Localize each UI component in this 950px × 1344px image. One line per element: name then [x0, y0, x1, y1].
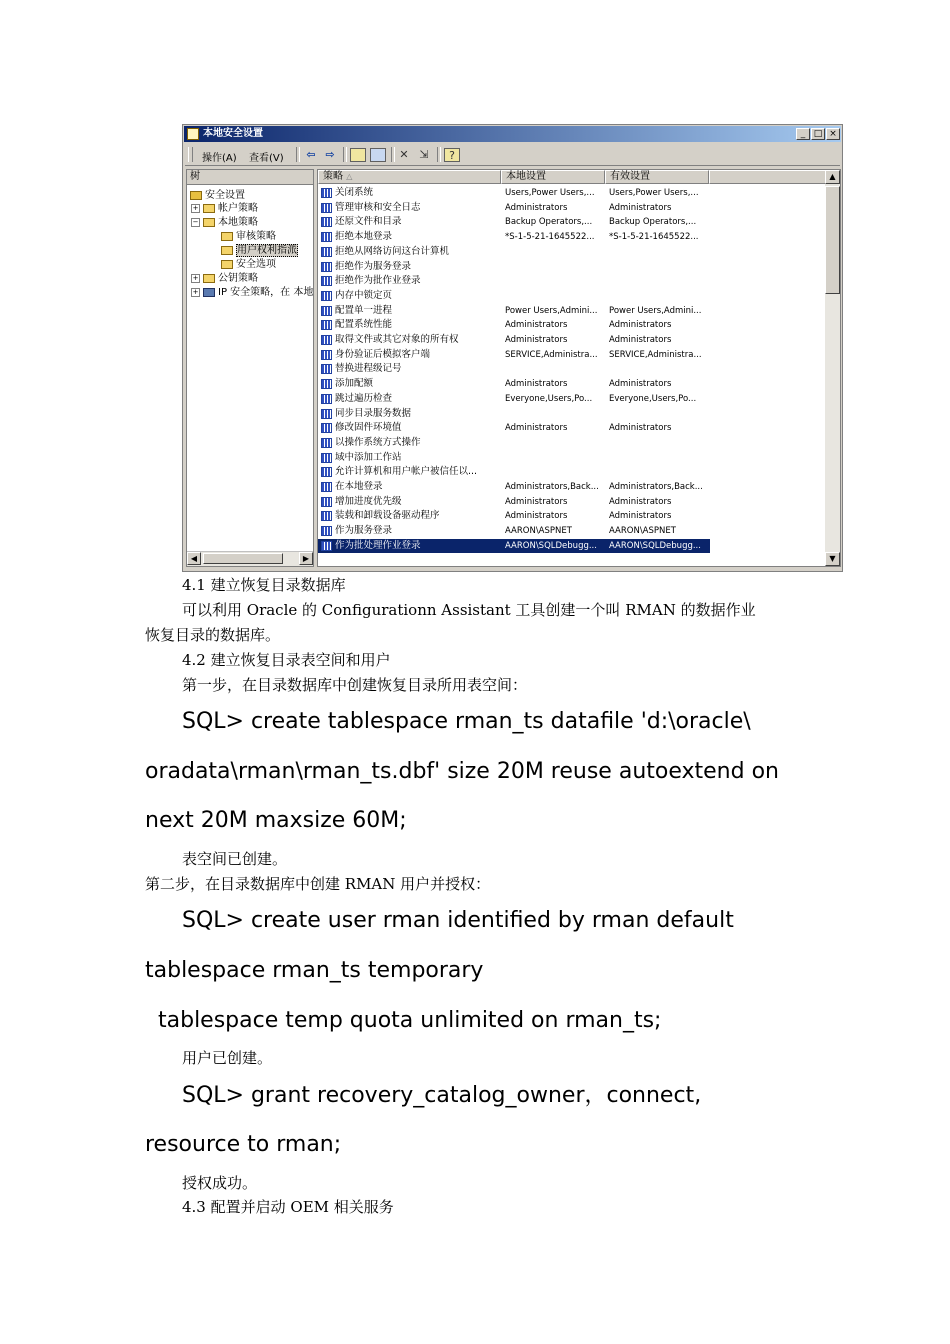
- local-setting: Power Users,Admini...: [505, 305, 598, 316]
- local-security-settings-window: [182, 124, 843, 572]
- tree-node-public-key-policies[interactable]: + 公钥策略: [192, 273, 258, 284]
- policy-icon: [321, 409, 332, 419]
- policy-name: 身份验证后模拟客户端: [335, 348, 431, 360]
- policy-name: 域中添加工作站: [335, 451, 402, 463]
- policy-name: 管理审核和安全日志: [335, 201, 421, 213]
- effective-setting: Administrators: [609, 202, 672, 213]
- policy-icon: [321, 188, 332, 198]
- sql-create-tablespace-line1: SQL> create tablespace rman_ts datafile 'd:\oracle\: [182, 709, 751, 734]
- effective-setting: Administrators: [609, 423, 672, 434]
- effective-setting: *S-1-5-21-1645522...: [609, 232, 699, 243]
- heading-4-2: 4.2 建立恢复目录表空间和用户: [182, 651, 391, 669]
- policy-icon: [321, 453, 332, 463]
- show-tree-icon[interactable]: [370, 148, 386, 162]
- effective-setting: Administrators: [609, 320, 672, 331]
- policy-icon: [321, 232, 332, 242]
- effective-setting: Power Users,Admini...: [609, 305, 702, 316]
- table-row[interactable]: [318, 230, 710, 245]
- table-row[interactable]: [318, 392, 710, 407]
- policy-icon: [321, 541, 332, 551]
- scroll-thumb[interactable]: [203, 553, 283, 564]
- tree-horizontal-scrollbar[interactable]: [187, 551, 313, 566]
- local-setting: AARON\SQLDebugg...: [505, 540, 597, 551]
- table-row[interactable]: [318, 186, 710, 201]
- export-list-icon[interactable]: ⇲: [419, 148, 429, 161]
- effective-setting: Everyone,Users,Po...: [609, 393, 697, 404]
- up-folder-icon[interactable]: [350, 148, 366, 162]
- policy-icon: [321, 306, 332, 316]
- sql-create-tablespace-line3: next 20M maxsize 60M;: [145, 808, 407, 833]
- close-button[interactable]: ×: [826, 128, 840, 140]
- delete-icon[interactable]: ✕: [399, 148, 409, 161]
- policy-name: 拒绝从网络访问这台计算机: [335, 245, 450, 257]
- tree-pane-header: 树: [187, 170, 313, 185]
- tree-node-security-settings[interactable]: 安全设置: [190, 190, 245, 203]
- policy-icon: [321, 291, 332, 301]
- result-user-created: 用户已创建。: [182, 1049, 273, 1067]
- policy-icon: [321, 467, 332, 477]
- sql-create-user-line1: SQL> create user rman identified by rman default: [182, 908, 734, 933]
- policy-icon: [321, 350, 332, 360]
- policy-name: 配置单一进程: [335, 304, 393, 316]
- table-row[interactable]: [318, 304, 710, 319]
- policy-icon: [321, 203, 332, 213]
- table-row[interactable]: [318, 480, 710, 495]
- local-setting: SERVICE,Administra...: [505, 349, 598, 360]
- scroll-right-icon[interactable]: ▶: [299, 552, 313, 565]
- heading-4-3: 4.3 配置并启动 OEM 相关服务: [182, 1198, 394, 1216]
- table-row[interactable]: [318, 421, 710, 436]
- policy-name: 装载和卸载设备驱动程序: [335, 510, 440, 522]
- policy-name: 拒绝本地登录: [335, 231, 393, 243]
- local-setting: AARON\ASPNET: [505, 526, 572, 537]
- table-row[interactable]: [318, 451, 710, 466]
- tree-node-account-policies[interactable]: + 帐户策略: [192, 203, 258, 214]
- help-icon[interactable]: ?: [444, 148, 460, 162]
- policy-icon: [321, 394, 332, 404]
- table-row[interactable]: [318, 289, 710, 304]
- sql-create-tablespace-line2: oradata\rman\rman_ts.dbf' size 20M reuse autoextend on: [145, 759, 779, 784]
- result-tablespace-created: 表空间已创建。: [182, 850, 288, 868]
- folder-icon: [221, 246, 233, 255]
- table-row[interactable]: [318, 348, 710, 363]
- policy-icon: [321, 247, 332, 257]
- expand-icon[interactable]: +: [192, 273, 199, 282]
- toolbar-separator: [437, 147, 441, 162]
- heading-4-1: 4.1 建立恢复目录数据库: [182, 576, 346, 594]
- policy-name: 拒绝作为批作业登录: [335, 275, 421, 287]
- policy-icon: [321, 511, 332, 521]
- local-setting: Administrators: [505, 202, 568, 213]
- expand-icon[interactable]: +: [192, 287, 199, 296]
- toolbar-separator: [296, 147, 300, 162]
- sort-ascending-icon: △: [346, 172, 353, 181]
- local-setting: Administrators: [505, 511, 568, 522]
- effective-setting: AARON\SQLDebugg...: [609, 540, 701, 551]
- tree-node-audit-policy[interactable]: 审核策略: [221, 231, 276, 244]
- effective-setting: Administrators: [609, 511, 672, 522]
- policy-icon: [321, 438, 332, 448]
- policy-icon: [321, 276, 332, 286]
- security-settings-icon: [190, 191, 202, 200]
- policy-name: 关闭系统: [335, 187, 374, 198]
- policy-name: 配置系统性能: [335, 319, 393, 331]
- policy-list-pane: [317, 169, 841, 567]
- policy-name: 取得文件或其它对象的所有权: [335, 334, 459, 345]
- policy-name: 还原文件和目录: [335, 216, 402, 228]
- effective-setting: Backup Operators,...: [609, 217, 697, 228]
- window-title: 本地安全设置: [203, 128, 263, 139]
- sql-grant-line2: resource to rman;: [145, 1132, 342, 1157]
- back-arrow-icon[interactable]: ⇦: [306, 148, 316, 161]
- maximize-button[interactable]: □: [811, 128, 825, 140]
- table-row[interactable]: [318, 333, 710, 348]
- toolbar-separator: [343, 147, 347, 162]
- policy-name: 作为服务登录: [335, 525, 393, 537]
- column-header-policy[interactable]: 策略 △: [318, 170, 501, 184]
- local-setting: Administrators: [505, 320, 568, 331]
- table-row[interactable]: [318, 318, 710, 333]
- scroll-up-icon[interactable]: ▲: [825, 170, 840, 184]
- policy-name: 跳过遍历检查: [335, 392, 393, 404]
- tree-pane: [186, 169, 314, 567]
- table-row[interactable]: [318, 524, 710, 539]
- menu-action[interactable]: 操作(A): [202, 153, 237, 164]
- table-row[interactable]: [318, 377, 710, 392]
- scroll-down-icon[interactable]: ▼: [825, 552, 840, 566]
- local-setting: Backup Operators,...: [505, 217, 593, 228]
- folder-icon: [203, 204, 215, 213]
- policy-icon: [321, 423, 332, 433]
- table-row[interactable]: [318, 245, 710, 260]
- window-title-bar: [184, 126, 841, 142]
- policy-name: 修改固件环境值: [335, 422, 402, 434]
- local-setting: *S-1-5-21-1645522...: [505, 232, 595, 243]
- local-setting: Administrators: [505, 335, 568, 345]
- policy-name: 拒绝作为服务登录: [335, 260, 412, 272]
- effective-setting: Administrators,Back...: [609, 482, 703, 492]
- policy-name: 同步目录服务数据: [335, 407, 412, 419]
- folder-icon: [203, 218, 215, 227]
- column-header-blank: [709, 170, 827, 184]
- table-row[interactable]: [318, 539, 710, 554]
- ip-security-icon: [203, 288, 215, 297]
- table-row[interactable]: [318, 465, 710, 480]
- sql-create-user-line2: tablespace rman_ts temporary: [145, 958, 484, 983]
- local-setting: Administrators: [505, 496, 568, 507]
- tree-node-user-rights-assignment[interactable]: 用户权利指派: [221, 245, 298, 258]
- policy-icon: [321, 379, 332, 389]
- menu-toolbar: [185, 145, 840, 166]
- list-vertical-scrollbar[interactable]: [825, 170, 840, 566]
- policy-icon: [321, 320, 332, 330]
- table-row[interactable]: [318, 274, 710, 289]
- toolbar-separator: [391, 147, 395, 162]
- local-setting: Administrators: [505, 379, 568, 390]
- policy-name: 添加配额: [335, 378, 374, 390]
- tree-node-ip-security-policies[interactable]: + IP 安全策略，在 本地: [192, 287, 314, 298]
- policy-icon: [321, 364, 332, 374]
- table-row[interactable]: [318, 509, 710, 524]
- step-2-text: 第二步，在目录数据库中创建 RMAN 用户并授权：: [145, 875, 491, 893]
- app-icon: [187, 128, 199, 140]
- step-1-text: 第一步，在目录数据库中创建恢复目录所用表空间：: [182, 676, 528, 694]
- local-setting: Administrators: [505, 423, 568, 434]
- minimize-button[interactable]: _: [796, 128, 810, 140]
- local-setting: Everyone,Users,Po...: [505, 393, 593, 404]
- effective-setting: Administrators: [609, 379, 672, 390]
- tree-node-local-policies[interactable]: − 本地策略: [192, 217, 258, 228]
- policy-name: 作为批处理作业登录: [335, 539, 421, 551]
- policy-icon: [321, 482, 332, 492]
- paragraph-oca-line1: 可以利用 Oracle 的 Configurationn Assistant 工具创建一个叫 RMAN 的数据作业: [182, 601, 756, 619]
- table-row[interactable]: [318, 260, 710, 275]
- table-row[interactable]: [318, 407, 710, 422]
- folder-icon: [203, 274, 215, 283]
- local-setting: Administrators,Back...: [505, 482, 599, 492]
- table-row[interactable]: [318, 215, 710, 230]
- policy-icon: [321, 497, 332, 507]
- policy-name: 在本地登录: [335, 481, 383, 492]
- effective-setting: Users,Power Users,...: [609, 188, 699, 198]
- menu-view[interactable]: 查看(V): [249, 153, 284, 164]
- forward-arrow-icon[interactable]: ⇨: [325, 148, 335, 161]
- table-row[interactable]: [318, 495, 710, 510]
- sql-create-user-line3: tablespace temp quota unlimited on rman_ts;: [158, 1008, 662, 1033]
- effective-setting: AARON\ASPNET: [609, 526, 676, 537]
- policy-name: 内存中锁定页: [335, 289, 393, 301]
- effective-setting: SERVICE,Administra...: [609, 349, 702, 360]
- table-row[interactable]: [318, 436, 710, 451]
- policy-icon: [321, 217, 332, 227]
- expand-icon[interactable]: +: [192, 203, 199, 212]
- paragraph-oca-line2: 恢复目录的数据库。: [145, 626, 281, 644]
- column-header-local-setting[interactable]: 本地设置: [501, 170, 605, 184]
- effective-setting: Administrators: [609, 496, 672, 507]
- folder-icon: [221, 260, 233, 269]
- tree-node-security-options[interactable]: 安全选项: [221, 259, 276, 272]
- policy-name: 增加进度优先级: [335, 495, 402, 507]
- column-header-effective-setting[interactable]: 有效设置: [605, 170, 709, 184]
- local-setting: Users,Power Users,...: [505, 188, 595, 198]
- policy-name: 以操作系统方式操作: [335, 436, 421, 448]
- table-row[interactable]: [318, 362, 710, 377]
- result-grant-success: 授权成功。: [182, 1174, 258, 1192]
- collapse-icon[interactable]: −: [192, 217, 199, 226]
- sql-grant-line1: SQL> grant recovery_catalog_owner，connect,: [182, 1083, 702, 1108]
- effective-setting: Administrators: [609, 335, 672, 345]
- scroll-thumb[interactable]: [825, 186, 840, 294]
- policy-icon: [321, 262, 332, 272]
- toolbar-grip: [188, 147, 193, 162]
- policy-icon: [321, 526, 332, 536]
- policy-name: 替换进程级记号: [335, 363, 402, 375]
- policy-icon: [321, 335, 332, 345]
- folder-icon: [221, 232, 233, 241]
- table-row[interactable]: [318, 201, 710, 216]
- policy-name: 允许计算机和用户帐户被信任以...: [335, 466, 478, 478]
- scroll-left-icon[interactable]: ◀: [187, 552, 201, 565]
